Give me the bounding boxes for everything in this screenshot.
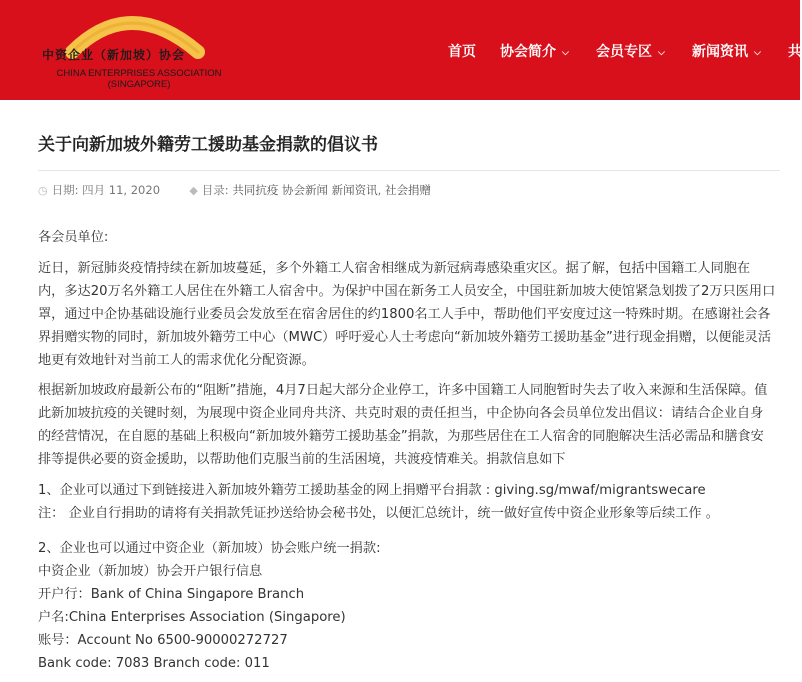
salutation [38, 226, 783, 249]
nav-item-about[interactable] [500, 41, 569, 61]
nav-item-label: 新闻资讯 [692, 44, 748, 60]
nav-item-truncated[interactable] [788, 41, 802, 61]
logo-english-line2: (SINGAPORE) [107, 79, 171, 90]
paragraph-line: 根据新加坡政府最新公布的“阻断”措施，4月7日起大部分企业停工，许多中国籍工人同胞暂时失去了收入来源和生活保障。值 [38, 383, 768, 398]
article-title: 关于向新加坡外籍劳工援助基金捐款的倡议书 [38, 135, 378, 155]
paragraph-line: 开户行：Bank of China Singapore Branch [38, 587, 305, 602]
paragraph-4 [38, 537, 783, 675]
tag-icon: ◆ [189, 184, 198, 197]
paragraph-line: 界捐赠实物的同时，新加坡外籍劳工中心（MWC）呼吁爱心人士考虑向“新加坡外籍劳工援助基金”进行现金捐赠，以便能灵活 [38, 330, 772, 345]
paragraph-line: 2、企业也可以通过中资企业（新加坡）协会账户统一捐款: [38, 541, 381, 556]
date-label: 日期: [51, 183, 79, 197]
nav-item-news[interactable] [692, 41, 761, 61]
nav-item-label: 首页 [448, 44, 476, 60]
clock-icon: ◷ [38, 184, 48, 197]
nav-item-home[interactable] [448, 41, 476, 61]
paragraph-line: 近日，新冠肺炎疫情持续在新加坡蔓延，多个外籍工人宿舍相继成为新冠病毒感染重灾区。据了解，包括中国籍工人同胞在 [38, 261, 751, 276]
chevron-down-icon: ⌵ [658, 48, 665, 58]
category-link[interactable]: 新闻资讯 [331, 183, 378, 197]
paragraph-line: 罩，通过中企协基础设施行业委员会发放至在宿舍居住的约1800名工人手中，帮助他们平安度过这一特殊时期。在感谢社会各 [38, 307, 771, 322]
paragraph-line: 中资企业（新加坡）协会开户银行信息 [38, 564, 263, 579]
nav-item-label: 共 [788, 44, 802, 60]
paragraph-1 [38, 257, 783, 372]
logo-english-name [44, 68, 234, 90]
paragraph-line: 账号：Account No 6500-90000272727 [38, 633, 288, 648]
nav-item-members[interactable] [596, 41, 665, 61]
site-header [0, 0, 800, 100]
paragraph-line: 户名:China Enterprises Association (Singapore) [38, 610, 346, 625]
category-link[interactable]: 共同抗疫 [232, 183, 279, 197]
paragraph-line: Bank code: 7083 Branch code: 011 [38, 656, 270, 671]
category-link[interactable]: 协会新闻 [281, 183, 328, 197]
paragraph-3 [38, 479, 783, 525]
paragraph-line: 的经营情况，在自愿的基础上积极向“新加坡外籍劳工援助基金”捐款，为那些居住在工人宿舍的同胞解决生活必需品和膳食安 [38, 429, 764, 444]
chevron-down-icon: ⌵ [754, 48, 761, 58]
logo-chinese-name: 中资企业（新加坡）协会 [42, 48, 186, 62]
paragraph-line: 注： 企业自行捐助的请将有关捐款凭证抄送给协会秘书处，以便汇总统计，统一做好宣传中资企业形象等后续工作 。 [38, 506, 719, 521]
category-link[interactable]: 社会捐赠 [384, 183, 431, 197]
title-divider [38, 170, 780, 171]
article-meta: ◷ 日期: 四月 11, 2020 ◆ 目录: 共同抗疫 协会新闻 新闻资讯, 社会捐赠 [38, 183, 431, 197]
chevron-down-icon: ⌵ [562, 48, 569, 58]
paragraph-line: 地更有效地针对当前工人的需求优化分配资源。 [38, 353, 315, 368]
paragraph-line: 排等提供必要的资金援助，以帮助他们克服当前的生活困境，共渡疫情难关。捐款信息如下 [38, 452, 566, 467]
category-label: 目录: [201, 183, 229, 197]
salutation-text: 各会员单位: [38, 230, 109, 245]
site-logo[interactable] [30, 0, 230, 100]
paragraph-line: 1、企业可以通过下到链接进入新加坡外籍劳工援助基金的网上捐赠平台捐款 : giving.sg/mwaf/migrantswecare [38, 483, 706, 498]
nav-item-label: 会员专区 [596, 44, 652, 60]
paragraph-line: 此新加坡抗疫的关键时刻，为展现中资企业同舟共济、共克时艰的责任担当，中企协向各会员单位发出倡议：请结合企业自身 [38, 406, 764, 421]
nav-item-label: 协会简介 [500, 44, 556, 60]
article-date: 四月 11, 2020 [82, 183, 161, 197]
logo-english-line1: CHINA ENTERPRISES ASSOCIATION [56, 68, 222, 79]
paragraph-2 [38, 379, 783, 471]
paragraph-line: 内，多达20万名外籍工人居住在外籍工人宿舍中。为保护中国在新务工人员安全，中国驻新加坡大使馆紧急划拨了2万只医用口 [38, 284, 776, 299]
